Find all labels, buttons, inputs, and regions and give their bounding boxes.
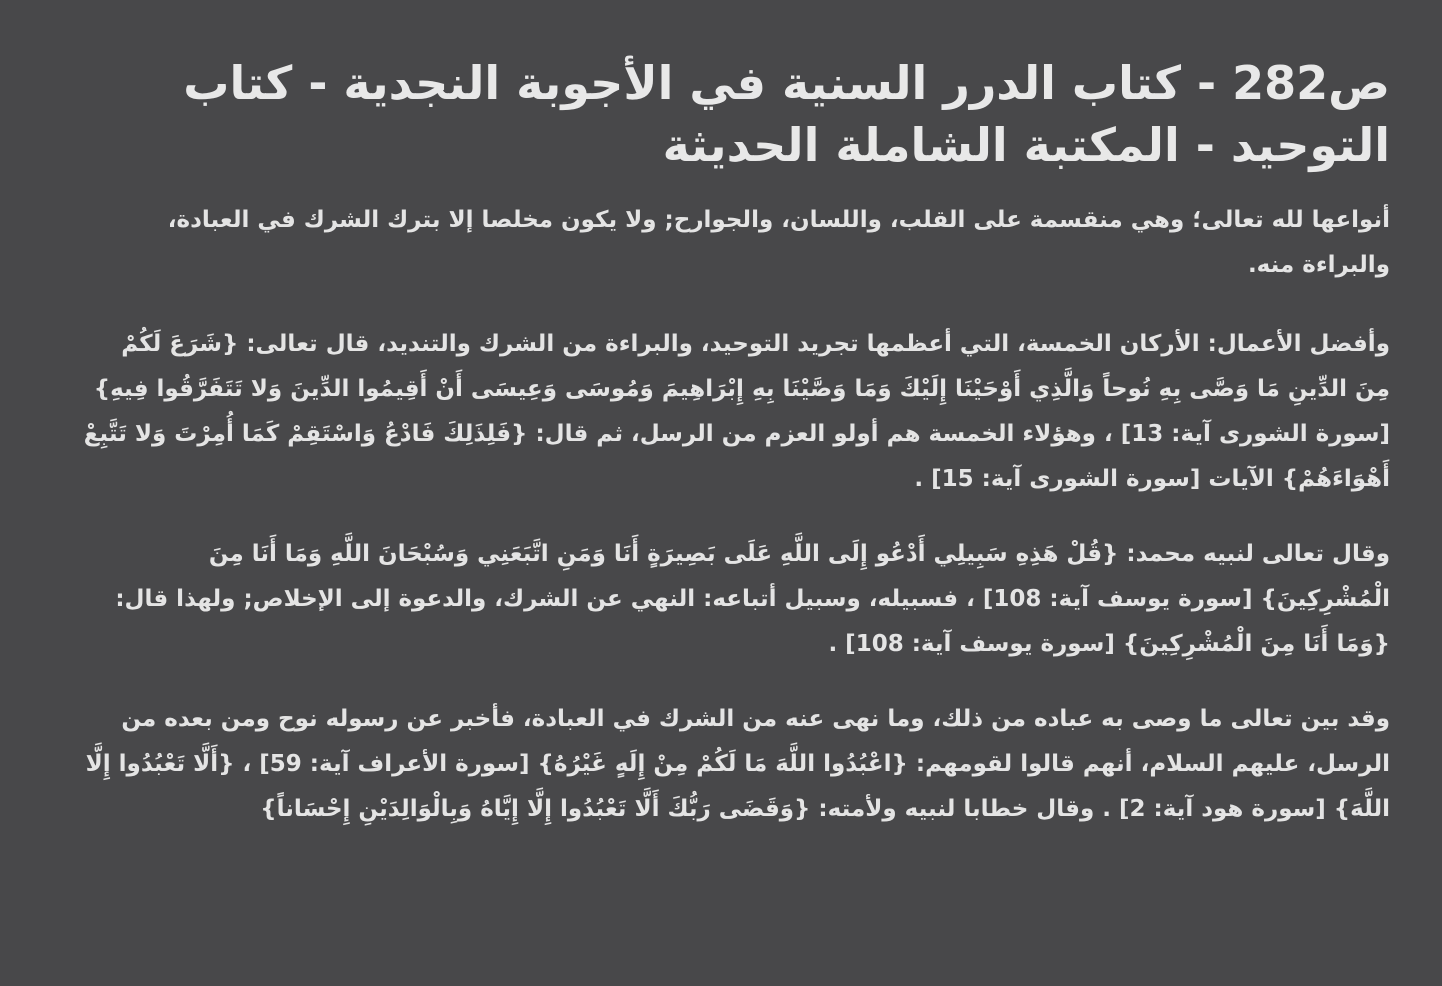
paragraph-2: وأفضل الأعمال: الأركان الخمسة، التي أعظمها تجريد التوحيد، والبراءة من الشرك والتنديد، قال تعالى: {شَرَعَ لَكُمْ مِنَ الدِّينِ مَا وَصَّى بِهِ نُوحاً وَالَّذِي أَوْحَيْنَا إِلَيْكَ وَمَا وَصَّيْنَا بِهِ إِبْرَاهِيمَ وَمُوسَى وَعِيسَى أَنْ أَقِيمُوا الدِّينَ وَلا تَتَفَرَّقُوا فِيهِ} [سورة الشورى آية: 13] ، وهؤلاء الخمسة هم أولو العزم من الرسل، ثم قال: {فَلِذَلِكَ فَادْعُ وَاسْتَقِمْ كَمَا أُمِرْتَ وَلا تَتَّبِعْ أَهْوَاءَهُمْ} الآيات [سورة الشورى آية: 15] . <box>83 331 1390 492</box>
paragraph-4: وقد بين تعالى ما وصى به عباده من ذلك، وما نهى عنه من الشرك في العبادة، فأخبر عن رسوله نوح ومن بعده من الرسل، عليهم السلام، أنهم قالوا لقومهم: {اعْبُدُوا اللَّهَ مَا لَكُمْ مِنْ إِلَهٍ غَيْرُهُ} [سورة الأعراف آية: 59] ، {أَلَّا تَعْبُدُوا إِلَّا اللَّهَ} [سورة هود آية: 2] . وقال خطابا لنبيه ولأمته: {وَقَضَى رَبُّكَ أَلَّا تَعْبُدُوا إِلَّا إِيَّاهُ وَبِالْوَالِدَيْنِ إِحْسَاناً} <box>85 706 1390 822</box>
paragraph-1: أنواعها لله تعالى؛ وهي منقسمة على القلب، واللسان، والجوارح; ولا يكون مخلصا إلا بترك الشرك في العبادة، والبراءة منه. <box>167 207 1390 278</box>
paragraph-3: وقال تعالى لنبيه محمد: {قُلْ هَذِهِ سَبِيلِي أَدْعُو إِلَى اللَّهِ عَلَى بَصِيرَةٍ أَنَا وَمَنِ اتَّبَعَنِي وَسُبْحَانَ اللَّهِ وَمَا أَنَا مِنَ الْمُشْرِكِينَ} [سورة يوسف آية: 108] ، فسبيله، وسبيل أتباعه: النهي عن الشرك، والدعوة إلى الإخلاص; ولهذا قال: {وَمَا أَنَا مِنَ الْمُشْرِكِينَ} [سورة يوسف آية: 108] . <box>115 541 1390 657</box>
page-title: ص282 - كتاب الدرر السنية في الأجوبة النجدية - كتاب التوحيد - المكتبة الشاملة الحديثة <box>183 56 1390 172</box>
